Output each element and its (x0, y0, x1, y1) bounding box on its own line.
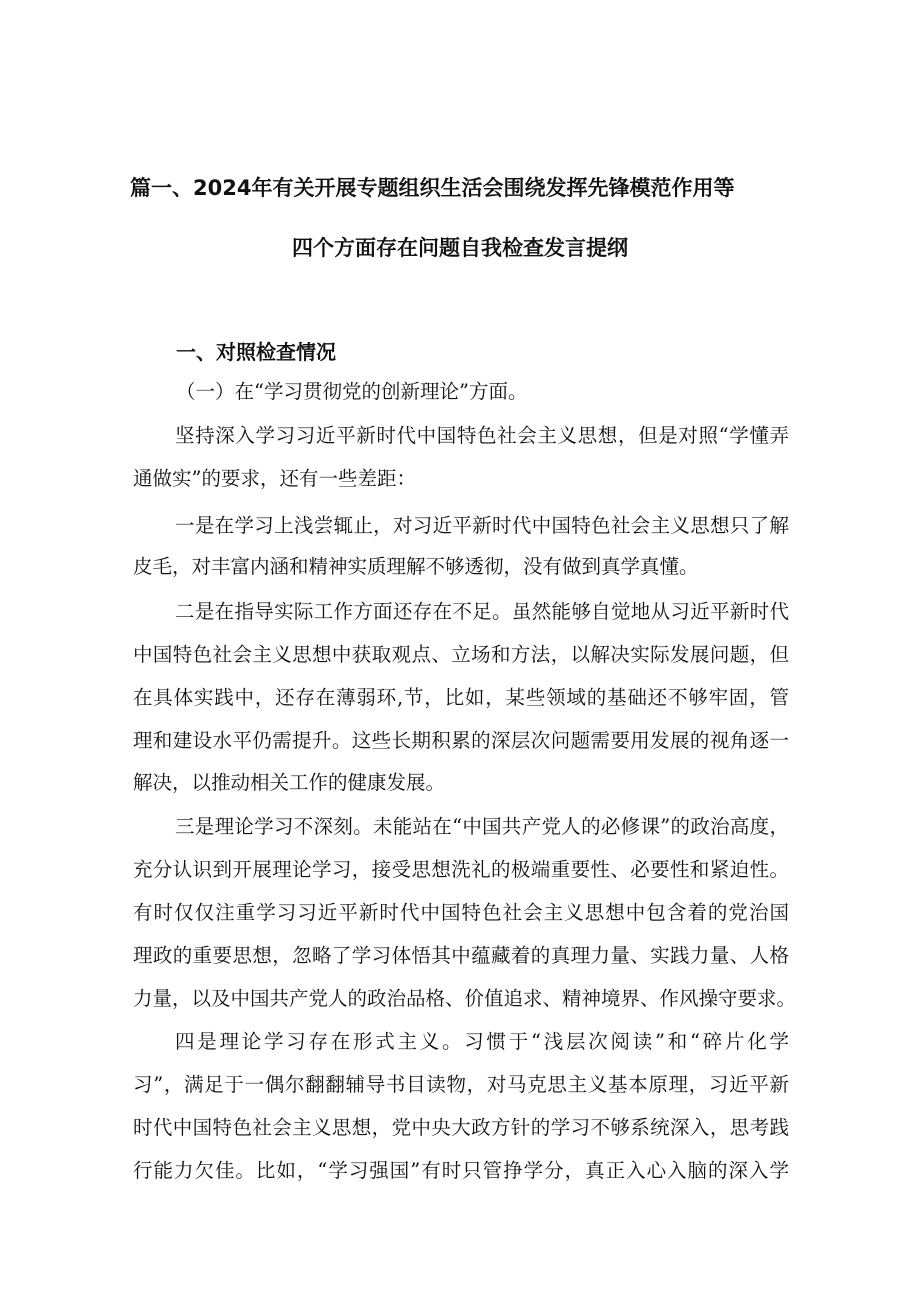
paragraph-line: 一是在学习上浅尝辄止，对习近平新时代中国特色社会主义思想只了解 (175, 514, 789, 537)
paragraph-line: 时代中国特色社会主义思想，党中央大政方针的学习不够系统深入，思考践 (133, 1116, 789, 1139)
paragraph-line: 行能力欠佳。比如，“学习强国”有时只管挣学分，真正入心入脑的深入学 (133, 1159, 789, 1182)
paragraph-line: 在具体实践中，还存在薄弱环,节，比如，某些领域的基础还不够牢固，管 (133, 686, 789, 709)
paragraph-line: 理政的重要思想，忽略了学习体悟其中蕴藏着的真理力量、实践力量、人格 (133, 944, 789, 967)
paragraph-line: 力量，以及中国共产党人的政治品格、价值追求、精神境界、作风操守要求。 (133, 987, 797, 1010)
paragraph-line: 坚持深入学习习近平新时代中国特色社会主义思想，但是对照“学懂弄 (175, 424, 789, 447)
paragraph-line: 皮毛，对丰富内涵和精神实质理解不够透彻，没有做到真学真懂。 (133, 555, 699, 578)
paragraph-line: 理和建设水平仍需提升。这些长期积累的深层次问题需要用发展的视角逐一 (133, 729, 789, 752)
paragraph-line: 三是理论学习不深刻。未能站在“中国共产党人的必修课”的政治高度， (175, 815, 789, 838)
paragraph-line: 习”，满足于一偶尔翻翻辅导书目读物，对马克思主义基本原理，习近平新 (133, 1073, 789, 1096)
paragraph-line: 充分认识到开展理论学习，接受思想洗礼的极端重要性、必要性和紧迫性。 (133, 858, 789, 881)
paragraph-line: 二是在指导实际工作方面还存在不足。虽然能够自觉地从习近平新时代 (175, 600, 789, 623)
paragraph-line: 解决，以推动相关工作的健康发展。 (133, 771, 446, 794)
subsection-heading: （一）在“学习贯彻党的创新理论”方面。 (176, 380, 528, 403)
paragraph-line: 中国特色社会主义思想中获取观点、立场和方法，以解决实际发展问题，但 (133, 643, 789, 666)
document-title-line-2: 四个方面存在问题自我检查发言提纲 (292, 236, 628, 260)
paragraph-line: 通做实”的要求，还有一些差距： (133, 467, 416, 490)
section-heading: 一、对照检查情况 (176, 340, 336, 364)
paragraph-line: 四是理论学习存在形式主义。习惯于“浅层次阅读”和“碎片化学 (175, 1030, 789, 1053)
document-title-line-1: 篇一、2024年有关开展专题组织生活会围绕发挥先锋模范作用等 (130, 176, 735, 200)
paragraph-line: 有时仅仅注重学习习近平新时代中国特色社会主义思想中包含着的党治国 (133, 901, 789, 924)
